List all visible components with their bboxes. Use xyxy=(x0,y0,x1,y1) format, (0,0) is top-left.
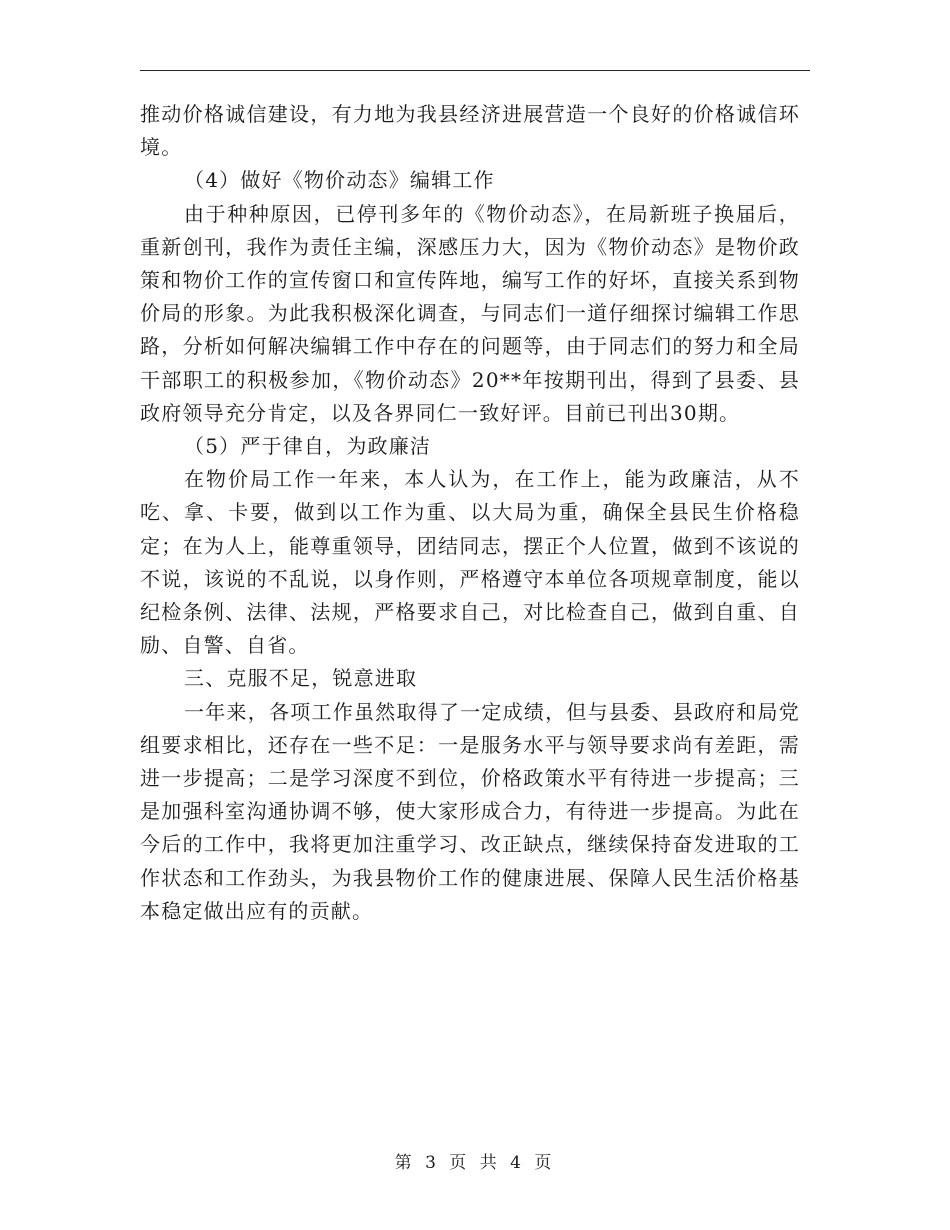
paragraph-integrity: 在物价局工作一年来，本人认为，在工作上，能为政廉洁，从不吃、拿、卡要，做到以工作为重、以大局为重，确保全县民生价格稳定；在为人上，能尊重领导，团结同志，摆正个人位置，做到不该说的不说，该说的不乱说，以身作则，严格遵守本单位各项规章制度，能以纪检条例、法律、法规，严格要求自己，对比检查自己，做到自重、自励、自警、自省。 xyxy=(140,467,800,658)
paragraph-shortcomings: 一年来，各项工作虽然取得了一定成绩，但与县委、县政府和局党组要求相比，还存在一些不足：一是服务水平与领导要求尚有差距，需进一步提高；二是学习深度不到位，价格政策水平有待进一步提高；三是加强科室沟通协调不够，使大家形成合力，有待进一步提高。为此在今后的工作中，我将更加注重学习、改正缺点，继续保持奋发进取的工作状态和工作劲头，为我县物价工作的健康进展、保障人民生活价格基本稳定做出应有的贡献。 xyxy=(140,699,800,923)
paragraph-continuation: 推动价格诚信建设，有力地为我县经济进展营造一个良好的价格诚信环境。 xyxy=(140,102,800,160)
section-heading-5: （5）严于律自，为政廉洁 xyxy=(184,434,432,459)
document-body xyxy=(140,98,800,928)
paragraph-price-news: 由于种种原因，已停刊多年的《物价动态》，在局新班子换届后，重新创刊，我作为责任主编，深感压力大，因为《物价动态》是物价政策和物价工作的宣传窗口和宣传阵地，编写工作的好坏，直接关系到物价局的形象。为此我积极深化调查，与同志们一道仔细探讨编辑工作思路，分析如何解决编辑工作中存在的问题等，由于同志们的努力和全局干部职工的积极参加，《物价动态》20**年按期刊出，得到了县委、县政府领导充分肯定，以及各界同仁一致好评。目前已刊出30期。 xyxy=(140,201,800,425)
header-rule xyxy=(140,70,810,71)
section-heading-4: （4）做好《物价动态》编辑工作 xyxy=(184,168,495,193)
page-number-footer: 第 3 页 共 4 页 xyxy=(394,1153,556,1173)
section-heading-3: 三、克服不足，锐意进取 xyxy=(184,666,418,691)
